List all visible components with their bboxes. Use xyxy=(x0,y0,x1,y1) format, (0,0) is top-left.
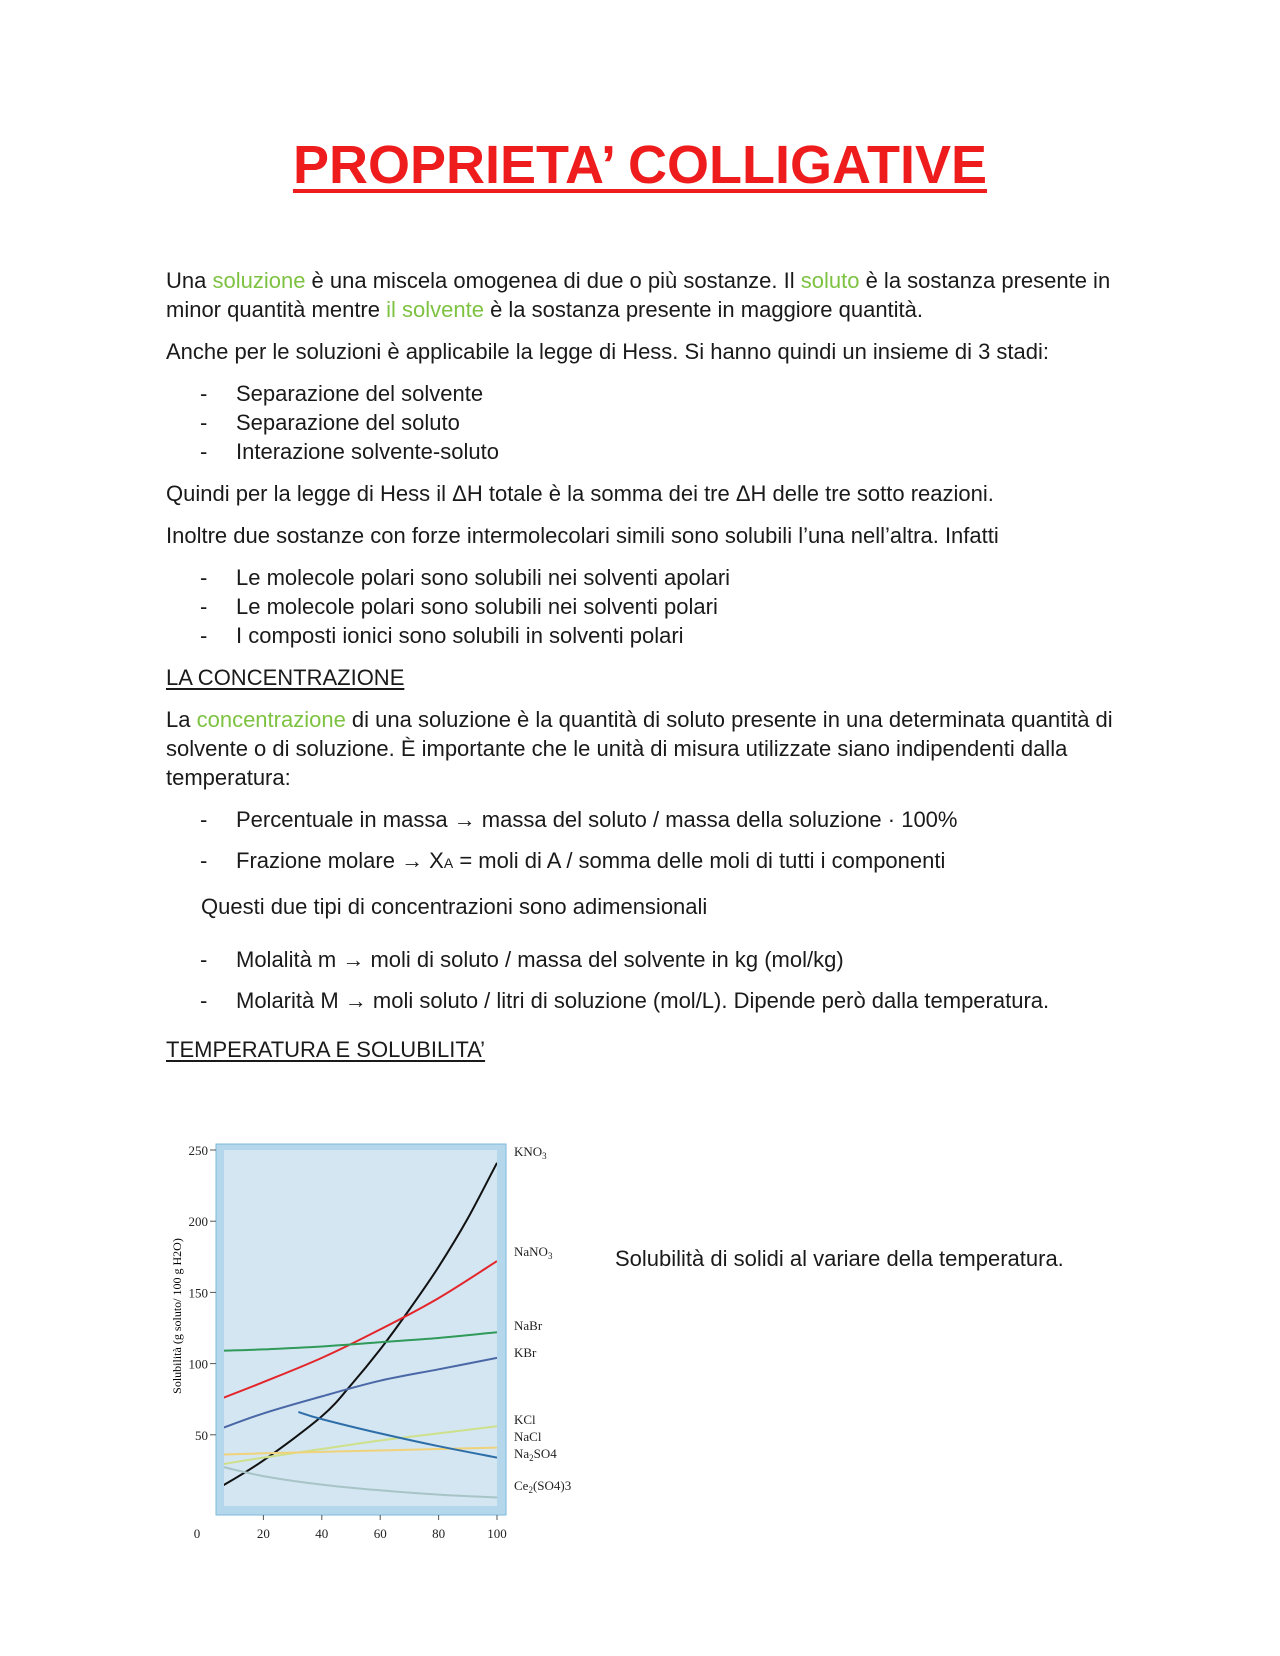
y-tick-label: 150 xyxy=(188,1285,208,1301)
legend-label-nano3: NaNO$_3$ xyxy=(514,1244,553,1261)
list-item: - Le molecole polari sono solubili nei solventi polari xyxy=(200,594,718,619)
legend-label-nabr: NaBr xyxy=(514,1318,543,1333)
solubility-list xyxy=(166,563,1136,650)
x-tick-label: 40 xyxy=(315,1526,329,1541)
list-item: - Separazione del solvente xyxy=(200,381,484,406)
x-tick-label: 60 xyxy=(373,1526,387,1541)
x-tick-label: 100 xyxy=(487,1526,507,1541)
stages-list xyxy=(166,379,1136,466)
list-item: - Le molecole polari sono solubili nei solventi apolari xyxy=(200,565,731,590)
legend-label-na2so4: $Na_2SO4$ xyxy=(514,1446,557,1463)
list-item: - Interazione solvente-soluto xyxy=(200,439,499,464)
intro-paragraph: Una soluzione è una miscela omogenea di due o più sostanze. Il soluto è la sostanza presente in minor quantità mentre il solvente è la sostanza presente in maggiore quantità. xyxy=(166,268,1111,322)
legend-label-nacl: NaCl xyxy=(514,1429,542,1444)
list-item: - Molalità m → moli di soluto / massa del solvente in kg (mol/kg) xyxy=(200,947,844,972)
hess-paragraph: Anche per le soluzioni è applicabile la legge di Hess. Si hanno quindi un insieme di 3 stadi: xyxy=(166,339,1049,364)
list-item: - Molarità M → moli soluto / litri di soluzione (mol/L). Dipende però dalla temperatura. xyxy=(200,988,1050,1013)
list-item: - Separazione del soluto xyxy=(200,410,460,435)
term-soluzione: soluzione xyxy=(212,268,306,293)
y-tick-label: 100 xyxy=(188,1356,208,1372)
legend-label-kcl: KCl xyxy=(514,1412,536,1427)
y-tick-label: 250 xyxy=(188,1143,208,1158)
section-heading-concentration: LA CONCENTRAZIONE xyxy=(166,665,405,690)
term-soluto: soluto xyxy=(800,268,860,293)
legend-label-ce2so43: $Ce_2(SO4)3$ xyxy=(514,1478,572,1495)
x-tick-label: 0 xyxy=(193,1526,201,1541)
term-solvente: il solvente xyxy=(386,297,484,322)
legend-label-kno3: $KNO_3$ xyxy=(514,1144,547,1161)
list-item: - Percentuale in massa → massa del soluto / massa della soluzione · 100% xyxy=(200,807,958,832)
concentration-paragraph: La concentrazione di una soluzione è la quantità di soluto presente in una determinata quantità di solvente o di soluzione. È importante che le unità di misura utilizzate siano indipendenti dalla temperatura: xyxy=(166,707,1113,790)
concentration-list-1 xyxy=(166,805,1136,878)
document-body xyxy=(166,266,1136,1077)
term-concentrazione: concentrazione xyxy=(196,707,346,732)
chart-caption: Solubilità di solidi al variare della temperatura. xyxy=(615,1246,1064,1271)
y-axis-label: Solubilità (g soluto/ 100 g H2O) xyxy=(170,1238,184,1394)
solubility-chart-svg xyxy=(166,1138,606,1558)
list-item: - Frazione molare → XA = moli di A / somma delle moli di tutti i componenti xyxy=(200,848,946,873)
x-tick-label: 20 xyxy=(256,1526,270,1541)
solubility-chart xyxy=(166,1138,606,1558)
y-tick-label: 50 xyxy=(195,1427,208,1443)
y-tick-label: 200 xyxy=(188,1214,208,1230)
concentration-list-2 xyxy=(166,945,1136,1015)
x-tick-label: 80 xyxy=(432,1526,446,1541)
solubility-paragraph: Inoltre due sostanze con forze intermolecolari simili sono solubili l’una nell’altra. Infatti xyxy=(166,523,999,548)
dimensionless-note: Questi due tipi di concentrazioni sono adimensionali xyxy=(201,894,708,919)
page-title: PROPRIETA’ COLLIGATIVE xyxy=(292,135,988,195)
section-heading-temperature: TEMPERATURA E SOLUBILITA’ xyxy=(166,1037,486,1062)
legend-label-kbr: KBr xyxy=(514,1345,537,1360)
delta-h-paragraph: Quindi per la legge di Hess il ΔH totale è la somma dei tre ΔH delle tre sotto reazioni. xyxy=(166,481,994,506)
list-item: - I composti ionici sono solubili in solventi polari xyxy=(200,623,684,648)
